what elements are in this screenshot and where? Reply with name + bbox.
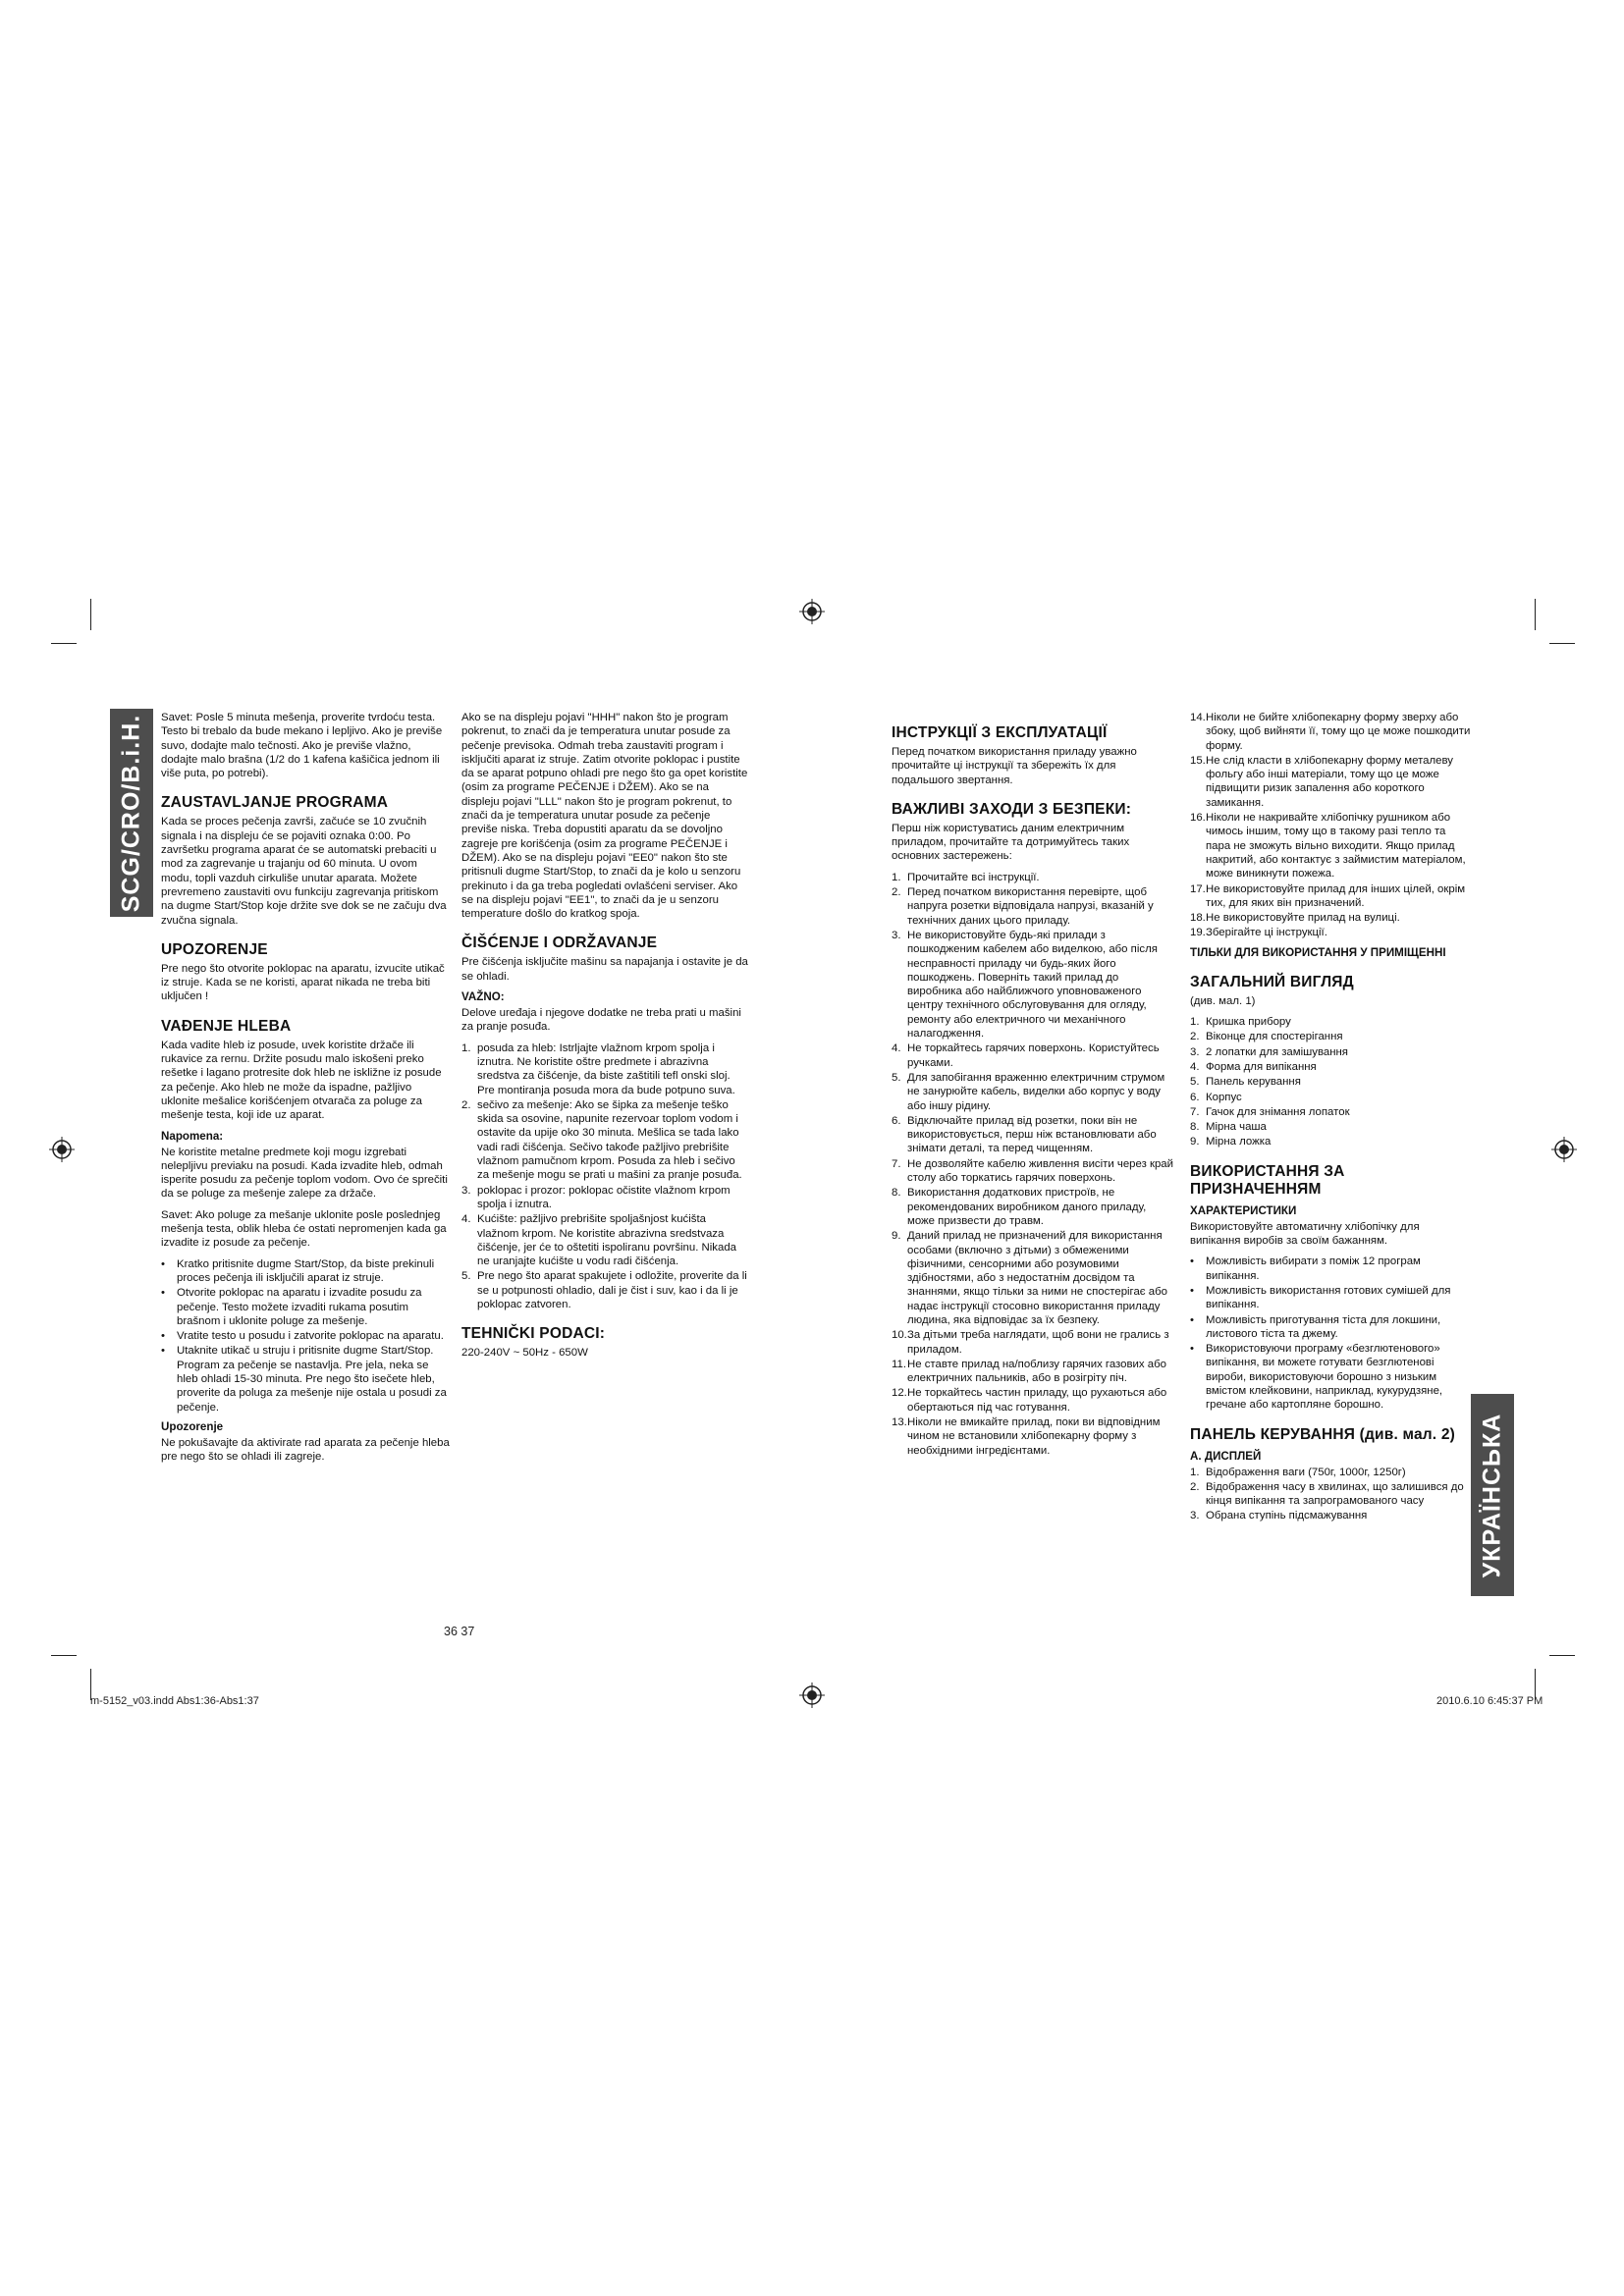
list-item-text: Можливість приготування тіста для локшини, листового тіста та джему. <box>1206 1313 1441 1340</box>
list-item <box>1190 1135 1473 1148</box>
bullet-icon: • <box>1190 1255 1194 1268</box>
list-item-text: Ніколи не бийте хлібопекарну форму зверху або збоку, щоб вийняти її, тому що це може пошкодити форму. <box>1206 712 1471 752</box>
list-item-number: 5. <box>892 1071 901 1084</box>
list-item-number: 7. <box>892 1157 901 1170</box>
paragraph: (див. мал. 1) <box>1190 994 1256 1007</box>
bullet-icon: • <box>1190 1284 1194 1297</box>
paragraph: Delove uređaja i njegove dodatke ne treba prati u mašini za pranje posuđa. <box>461 1007 741 1034</box>
bullet-icon: • <box>161 1345 165 1358</box>
list-item-text: Віконце для спостерігання <box>1206 1031 1343 1043</box>
list-item <box>461 1269 748 1311</box>
list-item-number: 1. <box>892 871 901 883</box>
paragraph: 220-240V ~ 50Hz - 650W <box>461 1347 588 1360</box>
list-item <box>892 1386 1176 1415</box>
section-heading: TEHNIČKI PODACI: <box>461 1325 606 1343</box>
list-item <box>1190 1509 1473 1522</box>
list-item <box>1190 1045 1473 1059</box>
list-item-number: 18. <box>1190 912 1206 925</box>
list-item-text: Не торкайтесь частин приладу, що рухаються або обертаються під час готування. <box>907 1387 1167 1414</box>
list-item <box>892 1186 1176 1228</box>
paragraph: Ne pokušavajte da aktivirate rad aparata za pečenje hleba pre nego što se ohladi ili zagreje. <box>161 1436 450 1464</box>
list-item-number: 1. <box>1190 1016 1200 1029</box>
paragraph: Savet: Posle 5 minuta mešenja, proverite tvrdoću testa. Testo bi trebalo da bude mekano i lepljivo. Ako je previše suvo, dodajte malo tečnosti. Ako je previše vlažno, dodajte malo brašna (1/2 do 1 kafena kašičica jednom ili više puta, po potrebi). <box>161 712 443 780</box>
list-item <box>1190 1015 1473 1029</box>
paragraph: Перш ніж користуватись даним електричним приладом, прочитайте та дотримуйтесь таких основних застережень: <box>892 822 1130 863</box>
list-item <box>1190 882 1473 911</box>
list-item <box>161 1257 450 1286</box>
registration-mark-icon <box>799 599 825 624</box>
list-item-number: 1. <box>461 1041 471 1054</box>
list-item-number: 3. <box>1190 1045 1200 1058</box>
list-item-number: 6. <box>892 1114 901 1127</box>
paragraph: Ne koristite metalne predmete koji mogu izgrebati neleplјivu previaku na posudi. Kada izvadite hleb, odmah isperite posudu za pečenje toplom vodom. Ovo će sprečiti da se poluge za mešenje zalepe za držače. <box>161 1146 448 1201</box>
list-item-text: Vratite testo u posudu i zatvorite poklopac na aparatu. <box>177 1330 444 1343</box>
list-item-number: 2. <box>892 886 901 899</box>
list-item-text: Ніколи не вмикайте прилад, поки ви відповідним чином не встановили хлібопекарну форму з необхідними інгредієнтами. <box>907 1416 1161 1457</box>
list-item-number: 2. <box>1190 1031 1200 1043</box>
list-item-text: Прочитайте всі інструкції. <box>907 871 1040 883</box>
list-item <box>1190 1060 1473 1074</box>
footer-file-info: m-5152_v03.indd Abs1:36-Abs1:37 <box>90 1695 259 1707</box>
section-heading: ČIŠĆENJE I ODRŽAVANJE <box>461 934 658 952</box>
list-item <box>892 929 1176 1041</box>
list-item <box>1190 1255 1473 1283</box>
crop-mark <box>51 1655 77 1656</box>
list-item <box>1190 754 1473 810</box>
crop-mark <box>1549 643 1575 644</box>
list-item-text: Даний прилад не призначений для використання особами (включно з дітьми) з обмеженими фізичними, сенсорними або розумовими здібностями, або з недостатнім досвідом та знаннями, якщо тільки за ними не спостерігає або надає інструкції стосовно використання приладу людина, яка відповідає за їх безпеку. <box>907 1230 1167 1326</box>
column-serbian-2 <box>461 711 748 1367</box>
list-item-text: Не слід класти в хлібопекарну форму металеву фольгу або інші матеріали, тому що це може підвищити ризик запалення або короткого замикання. <box>1206 754 1453 809</box>
list-item-text: Не використовуйте прилад на вулиці. <box>1206 912 1400 925</box>
list-item-text: Відображення ваги (750г, 1000г, 1250г) <box>1206 1466 1406 1478</box>
list-item-text: Можливість вибирати з поміж 12 програм випікання. <box>1206 1255 1421 1282</box>
list-item-number: 1. <box>1190 1466 1200 1478</box>
section-heading: ВАЖЛИВІ ЗАХОДИ З БЕЗПЕКИ: <box>892 800 1132 818</box>
list-item-number: 10. <box>892 1329 907 1342</box>
sub-heading: A. ДИСПЛЕЙ <box>1190 1449 1262 1463</box>
list-item-text: Відключайте прилад від розетки, поки він не використовується, перш ніж встановлювати або знімати деталі, та перед чищенням. <box>907 1114 1157 1155</box>
list-item-text: Не використовуйте прилад для інших цілей, окрім тих, для яких він призначений. <box>1206 882 1466 909</box>
list-item-number: 15. <box>1190 754 1206 767</box>
sub-heading: Upozorenje <box>161 1419 224 1433</box>
list-item <box>461 1041 748 1097</box>
column-ukrainian-2 <box>1190 711 1473 1529</box>
list-item-text: Utaknite utikač u struju i pritisnite dugme Start/Stop. Program za pečenje se nastavlja. Pre jela, neka se hleb ohladi 15-30 minuta. Pre nego što isečete hleb, proverite da poluga za mešenje nije ostala u posudi za pečenje. <box>177 1345 447 1414</box>
list-item-text: sečivo za mešenje: Ako se šipka za mešenje teško skida sa osovine, napunite rezervoar toplom vodom i ostavite da upije oko 30 minuta. Mešlica se tada lako vadi radi čišćenja. Sečivo takođe pažljivo prebrišite vlažnom pamučnom krpom. Posuda za hleb i sečivo za mešenje mogu se prati u mašini za pranje posuđa. <box>477 1098 742 1182</box>
list-item <box>1190 1480 1473 1509</box>
list-item-number: 4. <box>1190 1060 1200 1073</box>
language-tab-label: SCG/CRO/B.i.H. <box>117 714 145 912</box>
list-item-text: posuda za hleb: Istrljajte vlažnom krpom spolja i iznutra. Ne koristite oštre predmete i abrazivna sredstva za čišćenje, da biste zaštitili tefl onski sloj. Pre montiranja posuda mora da bude potpuno suva. <box>477 1041 735 1096</box>
list-item-number: 4. <box>892 1042 901 1055</box>
list-item-number: 9. <box>1190 1136 1200 1148</box>
list-item <box>892 1328 1176 1357</box>
registration-mark-icon <box>49 1137 75 1162</box>
column-ukrainian-1 <box>892 711 1176 1464</box>
numbered-list <box>461 1041 748 1312</box>
bullet-list <box>1190 1255 1473 1412</box>
list-item-text: Використання додаткових пристроїв, не рекомендованих виробником даного приладу, може призвести до травм. <box>907 1187 1147 1227</box>
list-item-number: 3. <box>461 1184 471 1197</box>
paragraph: Savet: Ako poluge za mešanje uklonite posle poslednjeg mešenja testa, oblik hleba će ostati nepromenjen kada ga izvadite iz posude za pečenje. <box>161 1208 447 1250</box>
list-item-text: poklopac i prozor: poklopac očistite vlažnom krpom spolja i iznutra. <box>477 1184 731 1210</box>
list-item-text: Не використовуйте будь-які прилади з пошкодженим кабелем або виделкою, або після несправності приладу чи будь-яких його пошкоджень. Поверніть такий прилад до виробника або найближчого уповноваженого центру технічного обслуговування для огляду, ремонту або електричного чи механічного налагодження. <box>907 929 1158 1041</box>
list-item <box>1190 1105 1473 1119</box>
paragraph: Pre čišćenja isključite mašinu sa napajanja i ostavite je da se ohladi. <box>461 956 748 983</box>
list-item <box>161 1329 450 1343</box>
page-numbers: 36 37 <box>444 1625 475 1638</box>
list-item-text: Форма для випікання <box>1206 1060 1317 1073</box>
paragraph: Ako se na displeju pojavi "HHH" nakon što je program pokrenut, to znači da je temperatura unutar posude za pečenje previsoka. Odmah treba zaustaviti program i isključiti aparat iz struje. Zatim otvorite poklopac i pustite da se aparat potpuno ohladi pre nego što ga opet koristite (osim za programe PEČENJE i DŽEM). Ako se na displeju pojavi "LLL" nakon što je program pokrenut, to znači da je temperatura unutar posude za pečenje previše niska. Treba dopustiti aparatu da se dovoljno zagreje pre korišćenja (osim za programe PEČENJE i DŽEM). Ako se na displeju pojavi "EE0" nakon što ste pritisnuli dugme Start/Stop, to znači da je kolo u senzoru prekinuto i da ga treba pogledati ovlašćeni serviser. Ako se na displeju pojavi "EE1", to znači da je u senzoru temperature došlo do kratkog spoja. <box>461 712 748 921</box>
list-item <box>161 1344 450 1414</box>
list-item <box>1190 1120 1473 1134</box>
list-item-text: Не ставте прилад на/поблизу гарячих газових або електричних пальників, або в розігріту піч. <box>907 1358 1166 1385</box>
list-item-number: 13. <box>892 1416 907 1429</box>
section-heading: UPOZORENJE <box>161 940 268 958</box>
bullet-list <box>161 1257 450 1415</box>
list-item <box>1190 1075 1473 1089</box>
list-item-text: Мірна ложка <box>1206 1136 1272 1148</box>
list-item-text: Otvorite poklopac na aparatu i izvadite posudu za pečenje. Testo možete izvaditi rukama posutim brašnom i uklonite poluge za mešenje. <box>177 1287 422 1327</box>
numbered-list <box>1190 1015 1473 1149</box>
section-heading: ІНСТРУКЦІЇ З ЕКСПЛУАТАЦІЇ <box>892 724 1108 741</box>
list-item-number: 11. <box>892 1358 906 1370</box>
list-item <box>1190 926 1473 939</box>
list-item-number: 2. <box>1190 1480 1200 1493</box>
section-heading: ZAUSTAVLJANJE PROGRAMA <box>161 794 389 812</box>
crop-mark <box>51 643 77 644</box>
bullet-icon: • <box>1190 1343 1194 1356</box>
list-item-number: 12. <box>892 1387 907 1400</box>
crop-mark <box>1535 599 1536 630</box>
section-heading: ЗАГАЛЬНИЙ ВИГЛЯД <box>1190 973 1354 990</box>
list-item-text: Зберігайте ці інструкції. <box>1206 927 1327 939</box>
list-item-text: Обрана ступінь підсмажування <box>1206 1510 1368 1522</box>
paragraph: Kada se proces pečenja završi, začuće se 10 zvučnih signala i na displeju će se pojaviti oznaka 0:00. Po završetku programa aparat će se automatski prebaciti u mod za zagrevanje u trajanju od 60 minuta. U ovom modu, topli vazduh cirkuliše unutar aparata. Možete prevremeno zaustaviti ovu funkciju zagrevanja pritiskom na dugme Start/Stop koje držite sve dok se ne začuju dva zvučna signala. <box>161 816 447 927</box>
list-item <box>1190 1030 1473 1043</box>
list-item-number: 5. <box>461 1270 471 1283</box>
list-item-text: Не дозволяйте кабелю живлення висіти через край столу або торкатись гарячих поверхонь. <box>907 1157 1173 1185</box>
list-item-number: 6. <box>1190 1091 1200 1103</box>
footer-timestamp: 2010.6.10 6:45:37 PM <box>1436 1695 1543 1707</box>
paragraph: Перед початком використання приладу уважно прочитайте ці інструкції та збережіть їх для подальшого звертання. <box>892 746 1137 786</box>
list-item-number: 3. <box>892 929 901 941</box>
list-item-number: 9. <box>892 1230 901 1243</box>
list-item-number: 8. <box>1190 1121 1200 1134</box>
list-item-number: 17. <box>1190 882 1206 895</box>
list-item-number: 19. <box>1190 927 1206 939</box>
list-item <box>892 1041 1176 1070</box>
sub-heading: VAŽNO: <box>461 990 505 1004</box>
list-item <box>461 1212 748 1268</box>
list-item <box>892 871 1176 884</box>
sub-heading: ХАРАКТЕРИСТИКИ <box>1190 1203 1297 1217</box>
list-item <box>892 1114 1176 1156</box>
list-item-number: 4. <box>461 1213 471 1226</box>
numbered-list <box>1190 711 1473 940</box>
list-item <box>892 1358 1176 1386</box>
numbered-list <box>892 871 1176 1458</box>
list-item <box>1190 1284 1473 1312</box>
list-item <box>1190 1342 1473 1412</box>
list-item <box>461 1098 748 1183</box>
list-item-text: Корпус <box>1206 1091 1242 1103</box>
list-item-text: Панель керування <box>1206 1076 1301 1089</box>
list-item <box>1190 711 1473 753</box>
list-item-text: За дітьми треба наглядати, щоб вони не грались з приладом. <box>907 1329 1169 1356</box>
column-serbian-1 <box>161 711 450 1470</box>
paragraph: Kada vadite hleb iz posude, uvek koristite držače ili rukavice za rernu. Držite posudu malo iskošeni preko rešetke i lagano protresite dok hleb ne iskližne iz posude za pečenje. Ako hleb ne može da ispadne, pažljivo uklonite mešalice korišćenjem otvarača za poluge za mešenje testa, koji ide uz aparat. <box>161 1039 442 1122</box>
list-item <box>1190 1466 1473 1479</box>
sub-heading: ТІЛЬКИ ДЛЯ ВИКОРИСТАННЯ У ПРИМІЩЕННІ <box>1190 945 1446 959</box>
list-item-text: Можливість використання готових сумішей для випікання. <box>1206 1284 1451 1311</box>
registration-mark-icon <box>1551 1137 1577 1162</box>
crop-mark <box>90 599 91 630</box>
list-item-number: 7. <box>1190 1105 1200 1118</box>
language-tab-right <box>1471 1394 1514 1596</box>
list-item-text: Ніколи не накривайте хлібопічку рушником або чимось іншим, тому що в такому разі тепло та пара не зможуть вільно виходити. Якщо прилад накритий, або контактує з займистим матеріалом, може виникнути пожежа. <box>1206 812 1466 881</box>
list-item <box>892 885 1176 928</box>
section-heading: ВИКОРИСТАННЯ ЗА ПРИЗНАЧЕННЯМ <box>1190 1162 1345 1198</box>
list-item-number: 3. <box>1190 1510 1200 1522</box>
numbered-list <box>1190 1466 1473 1523</box>
sub-heading: Napomena: <box>161 1129 224 1143</box>
bullet-icon: • <box>1190 1313 1194 1326</box>
bullet-icon: • <box>161 1330 165 1343</box>
list-item <box>892 1071 1176 1113</box>
list-item-text: Використовуючи програму «безглютенового» випікання, ви можете готувати безглютенові вироби, використовуючи борошно з низьким вмістом клейковини, наприклад, кукурудзяне, гречане або картопляне борошно. <box>1206 1343 1443 1412</box>
list-item-text: Мірна чаша <box>1206 1121 1267 1134</box>
list-item <box>1190 911 1473 925</box>
crop-mark <box>1549 1655 1575 1656</box>
list-item-text: Відображення часу в хвилинах, що залишився до кінця випікання та запрограмованого часу <box>1206 1480 1464 1508</box>
bullet-icon: • <box>161 1257 165 1270</box>
list-item-text: Pre nego što aparat spakujete i odložite, proverite da li se u potpunosti ohladio, dali je čist i suv, kao i da li je poklopac zatvoren. <box>477 1270 747 1310</box>
list-item-text: Гачок для знімання лопаток <box>1206 1105 1350 1118</box>
list-item-text: Для запобігання враженню електричним струмом не занурюйте кабель, виделки або корпус у воду або іншу рідину. <box>907 1071 1165 1112</box>
list-item-text: Kratko pritisnite dugme Start/Stop, da biste prekinuli proces pečenja ili isključili aparat iz struje. <box>177 1257 435 1284</box>
list-item-text: Перед початком використання перевірте, щоб напруга розетки відповідала напрузі, вказаній у технічних даних цього приладу. <box>907 886 1154 927</box>
list-item <box>461 1184 748 1212</box>
list-item-text: Kućište: pažljivo prebrišite spoljašnjost kućišta vlažnom krpom. Ne koristite abrazivna sredstvaza čišćenje, jer će to oštetiti ispoliranu površinu. Nikada ne uranjajte kućište u vodu radi čišćenja. <box>477 1213 737 1268</box>
section-heading: VAĐENJE HLEBA <box>161 1017 292 1035</box>
list-item <box>892 1229 1176 1327</box>
list-item <box>1190 811 1473 881</box>
list-item <box>892 1415 1176 1458</box>
list-item-number: 5. <box>1190 1076 1200 1089</box>
section-heading: ПАНЕЛЬ КЕРУВАННЯ (див. мал. 2) <box>1190 1425 1456 1443</box>
list-item-number: 2. <box>461 1098 471 1111</box>
registration-mark-icon <box>799 1682 825 1708</box>
list-item-number: 8. <box>892 1187 901 1200</box>
list-item <box>1190 1313 1473 1342</box>
list-item-text: 2 лопатки для замішування <box>1206 1045 1348 1058</box>
language-tab-left <box>110 709 153 917</box>
list-item <box>161 1286 450 1328</box>
list-item-number: 14. <box>1190 712 1206 723</box>
list-item <box>892 1157 1176 1186</box>
list-item <box>1190 1091 1473 1104</box>
language-tab-label: УКРАЇНСЬКА <box>1478 1413 1506 1577</box>
paragraph: Pre nego što otvorite poklopac na aparatu, izvucite utikač iz struje. Kada se ne koristi, aparat nikada ne treba biti uključen ! <box>161 962 445 1003</box>
list-item-text: Не торкайтесь гарячих поверхонь. Користуйтесь ручками. <box>907 1042 1160 1069</box>
list-item-text: Кришка прибору <box>1206 1016 1291 1029</box>
list-item-number: 16. <box>1190 812 1206 825</box>
bullet-icon: • <box>161 1287 165 1300</box>
paragraph: Використовуйте автоматичну хлібопічку для випікання виробів за своїм бажанням. <box>1190 1220 1420 1248</box>
